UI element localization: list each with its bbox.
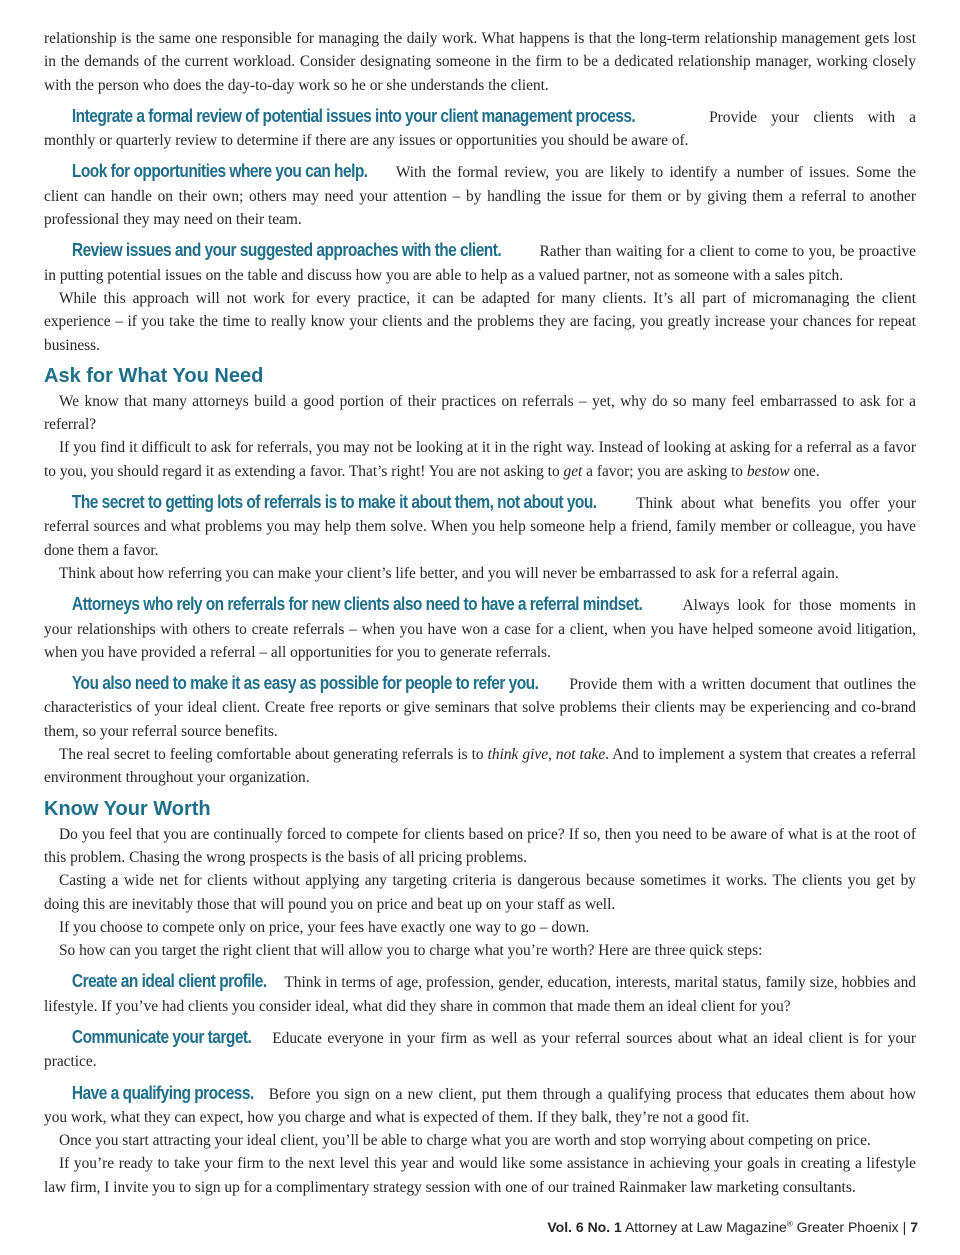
paragraph-worth-2: Casting a wide net for clients without applying any targeting criteria is dangerous because sometimes it works. The clients you get by doing this are inevitably those that will pound you on price and beat up on your staff as well.: [44, 872, 916, 913]
lead-paragraph-communicate: [44, 1026, 916, 1074]
paragraph-real-secret-part-a: The real secret to feeling comfortable about generating referrals is to: [59, 746, 488, 764]
lead-paragraph-formal-review: [44, 105, 916, 153]
lead-heading-opportunities: Look for opportunities where you can help.: [71, 161, 368, 182]
lead-heading-communicate: Communicate your target.: [71, 1026, 252, 1047]
lead-text-review-issues: Rather than waiting for a client to come to you, be proactive in putting potential issues on the table and discuss how you are able to help as a valued partner, not as someone with a sales pitch.: [44, 243, 916, 284]
paragraph-worth-3: If you choose to compete only on price, your fees have exactly one way to go – down.: [59, 918, 590, 936]
lead-paragraph-secret: [44, 491, 916, 562]
lead-heading-formal-review: Integrate a formal review of potential issues into your client management process.: [71, 105, 636, 126]
paragraph-worth-4: So how can you target the right client that will allow you to charge what you’re worth? Here are three quick steps:: [59, 942, 763, 960]
lead-heading-easy: You also need to make it as easy as possible for people to refer you.: [71, 673, 539, 694]
lead-text-profile: Think in terms of age, profession, gender, education, interests, marital status, family size, hobbies and lifestyle. If you’ve had clients you consider ideal, what did they share in common that made them an ideal client for you?: [44, 974, 916, 1015]
lead-text-secret: Think about what benefits you offer your referral sources and what problems you may help them solve. When you help someone help a friend, family member or colleague, you have done them a favor.: [44, 495, 916, 559]
paragraph-ask-2-part-c: one.: [789, 462, 820, 480]
lead-paragraph-profile: [44, 970, 916, 1018]
paragraph-real-secret-part-b: . And to implement a system that creates a referral environment throughout your organization.: [44, 746, 916, 787]
lead-text-qualifying: Before you sign on a new client, put them through a qualifying process that educates them about how you work, what they can expect, how you charge and what is expected of them. If they balk, they’re not a good fit.: [44, 1085, 916, 1126]
footer-edition: Greater Phoenix: [796, 1219, 899, 1235]
lead-text-opportunities: With the formal review, you are likely to identify a number of issues. Some the client can handle on their own; others may need your attention – by handling the issue for them or by giving them a referral to another professional they may need on their team.: [44, 164, 916, 229]
paragraph-while: While this approach will not work for every practice, it can be adapted for many clients. It’s all part of micromanaging the client experience – if you take the time to really know your clients and the problems they are facing, you greatly increase your chances for repeat business.: [44, 289, 916, 354]
paragraph-once: Once you start attracting your ideal client, you’ll be able to charge what you are worth and stop worrying about competing on price.: [59, 1132, 871, 1150]
lead-paragraph-review-issues: [44, 239, 916, 287]
lead-heading-secret: The secret to getting lots of referrals is to make it about them, not about you.: [71, 492, 597, 513]
footer-issue: Vol. 6 No. 1: [547, 1219, 622, 1235]
lead-paragraph-mindset: [44, 593, 916, 664]
lead-paragraph-easy: [44, 672, 916, 743]
lead-heading-review-issues: Review issues and your suggested approaches with the client.: [71, 240, 502, 261]
lead-heading-profile: Create an ideal client profile.: [71, 971, 267, 992]
footer-magazine: Attorney at Law Magazine: [624, 1219, 787, 1235]
paragraph-ask-2-part-b: a favor; you are asking to: [582, 462, 747, 480]
section-heading-ask: Ask for What You Need: [44, 364, 264, 387]
paragraph-ask-2-part-a: If you find it difficult to ask for referrals, you may not be looking at it in the right way. Instead of looking at asking for a referral as a favor to you, you should regard it as extending a favor. That’s right! You are not asking to: [44, 439, 916, 480]
lead-paragraph-opportunities: [44, 160, 916, 231]
lead-paragraph-qualifying: [44, 1082, 916, 1130]
section-heading-worth: Know Your Worth: [44, 797, 211, 820]
emphasis-get: get: [563, 462, 583, 480]
lead-text-mindset: Always look for those moments in your relationships with others to create referrals – when you have won a case for a client, when you have helped someone avoid litigation, when you have provided a referral – all opportunities for you to generate referrals.: [44, 597, 916, 661]
intro-paragraph: relationship is the same one responsible for managing the daily work. What happens is that the long-term relationship management gets lost in the demands of the current workload. Consider designating someone in the firm to be a dedicated relationship manager, working closely with the person who does the day-to-day work so he or she understands the client.: [44, 30, 916, 94]
page-number: 7: [910, 1219, 918, 1235]
registered-mark: ®: [786, 1219, 793, 1229]
emphasis-bestow: bestow: [746, 462, 790, 480]
emphasis-think-give: think give, not take: [487, 746, 606, 764]
lead-heading-mindset: Attorneys who rely on referrals for new clients also need to have a referral mindset.: [71, 594, 643, 615]
paragraph-think: Think about how referring you can make your client’s life better, and you will never be embarrassed to ask for a referral again.: [59, 564, 839, 582]
footer-separator: |: [902, 1219, 907, 1235]
paragraph-ready: If you’re ready to take your firm to the next level this year and would like some assistance in achieving your goals in creating a lifestyle law firm, I invite you to sign up for a complimentary strategy session with one of our trained Rainmaker law marketing consultants.: [44, 1155, 916, 1196]
paragraph-worth-1: Do you feel that you are continually forced to compete for clients based on price? If so, then you need to be aware of what is at the root of this problem. Chasing the wrong prospects is the basis of all pricing problems.: [44, 825, 916, 866]
paragraph-real-secret: [44, 743, 916, 790]
lead-text-communicate: Educate everyone in your firm as well as your referral sources about what an ideal client is for your practice.: [44, 1029, 916, 1071]
page-footer: [547, 1219, 918, 1235]
lead-text-easy: Provide them with a written document that outlines the characteristics of your ideal client. Create free reports or give seminars that solve problems their clients may be experiencing and co-brand them, so your referral source benefits.: [44, 676, 916, 740]
paragraph-ask-1: We know that many attorneys build a good portion of their practices on referrals – yet, why do so many feel embarrassed to ask for a referral?: [44, 392, 916, 434]
lead-text-formal-review: Provide your clients with a monthly or quarterly review to determine if there are any issues or opportunities you should be aware of.: [44, 108, 916, 150]
paragraph-ask-2: [44, 436, 916, 483]
lead-heading-qualifying: Have a qualifying process.: [71, 1082, 254, 1103]
